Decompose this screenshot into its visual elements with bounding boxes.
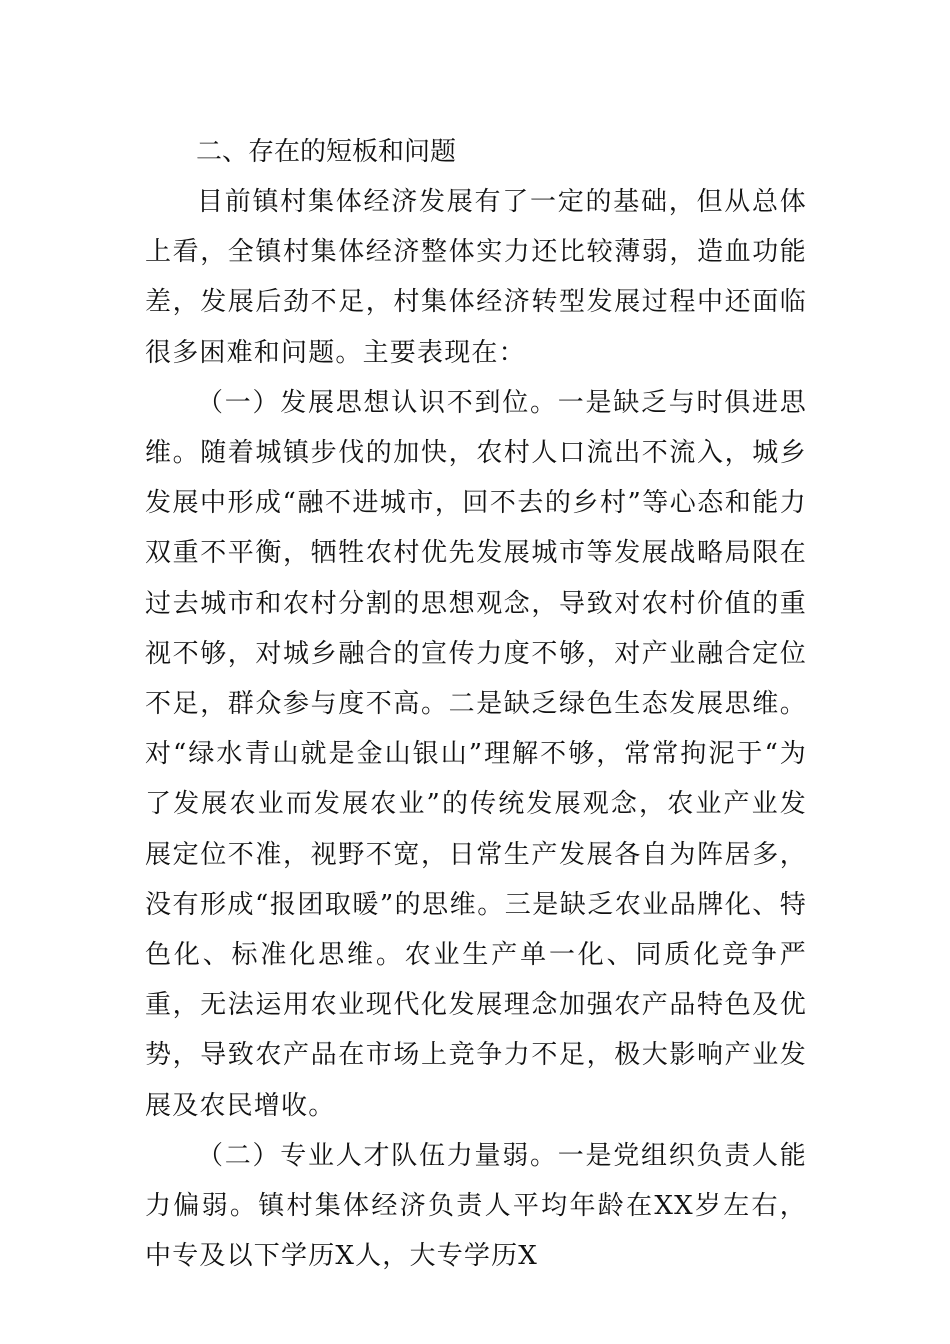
paragraph-point-2: （二）专业人才队伍力量弱。一是党组织负责人能力偏弱。镇村集体经济负责人平均年龄在XX岁左右，中专及以下学历X人，大专学历X [145, 1140, 807, 1272]
section-heading: 二、存在的短板和问题 [196, 137, 457, 167]
paragraph-point-1: （一）发展思想认识不到位。一是缺乏与时俱进思维。随着城镇步伐的加快，农村人口流出不流入，城乡发展中形成“融不进城市，回不去的乡村”等心态和能力双重不平衡，牺牲农村优先发展城市等发展战略局限在过去城市和农村分割的思想观念，导致对农村价值的重视不够，对城乡融合的宣传力度不够，对产业融合定位不足，群众参与度不高。二是缺乏绿色生态发展思维。对“绿水青山就是金山银山”理解不够，常常拘泥于“为了发展农业而发展农业”的传统发展观念，农业产业发展定位不准，视野不宽，日常生产发展各自为阵居多，没有形成“报团取暖”的思维。三是缺乏农业品牌化、特色化、标准化思维。农业生产单一化、同质化竞争严重，无法运用农业现代化发展理念加强农产品特色及优势，导致农产品在市场上竞争力不足，极大影响产业发展及农民增收。 [145, 387, 807, 1121]
paragraph-intro: 目前镇村集体经济发展有了一定的基础，但从总体上看，全镇村集体经济整体实力还比较薄弱，造血功能差，发展后劲不足，村集体经济转型发展过程中还面临很多困难和问题。主要表现在： [145, 187, 807, 368]
document-body [145, 177, 807, 1281]
